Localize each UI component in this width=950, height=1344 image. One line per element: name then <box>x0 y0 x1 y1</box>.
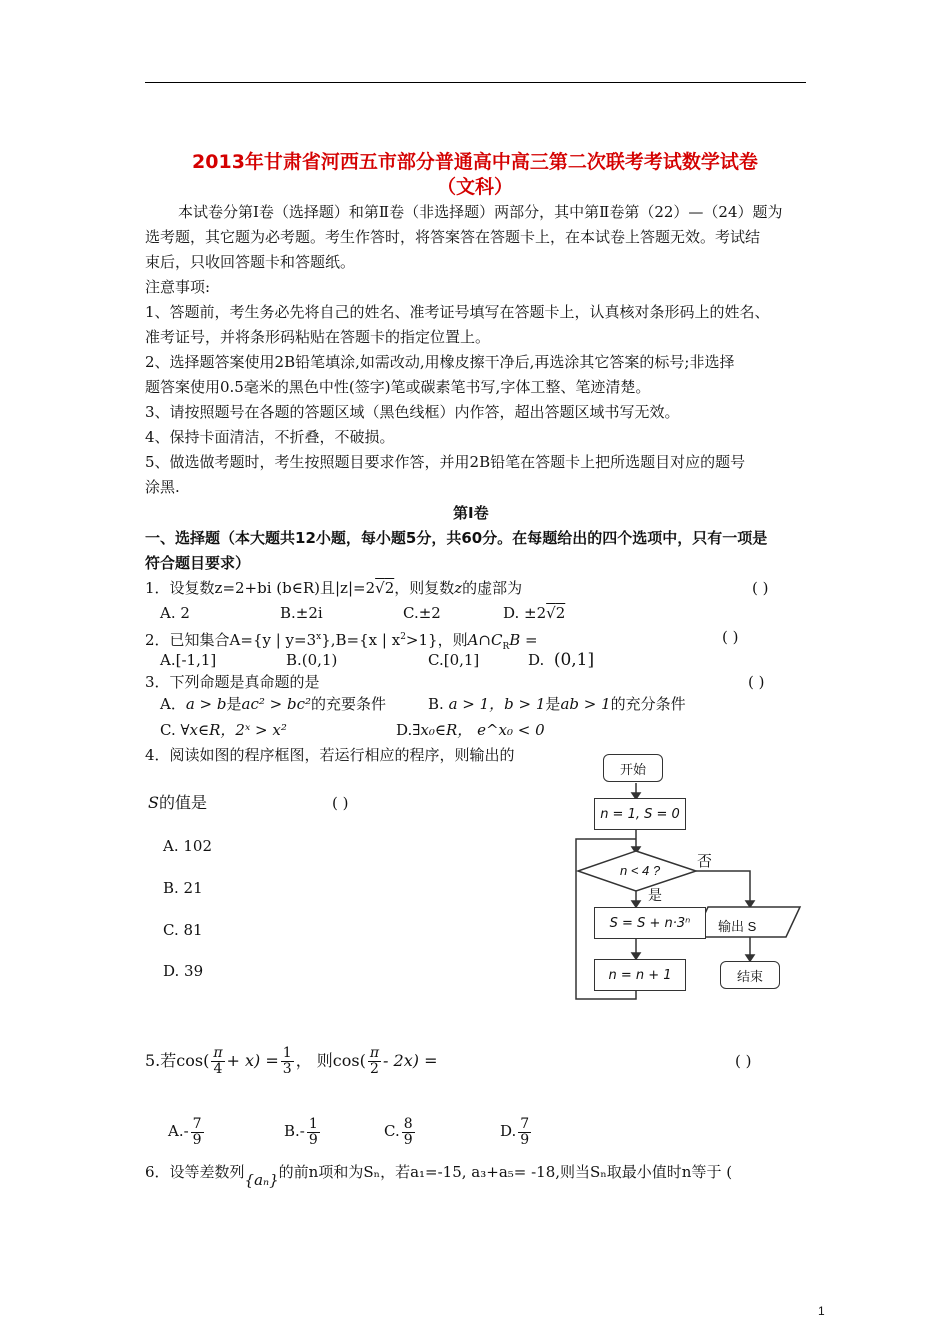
notice-2b: 题答案使用0.5毫米的黑色中性(签字)笔或碳素笔书写,字体工整、笔迹清楚。 <box>145 378 651 396</box>
q2-option-a: A.[-1,1] <box>160 651 217 669</box>
notice-5a: 5、做选做考题时，考生按照题目要求作答，并用2B铅笔在答题卡上把所选题目对应的题号 <box>145 453 746 471</box>
q2-option-d: D. (0,1] <box>528 650 595 670</box>
q5-stem: 5.若cos( $\frac{\pi}{4}$ + x) = $\frac{1}{3}$ ， 则cos( $\frac{\pi}{2}$ - 2x) = <box>145 1045 438 1077</box>
flow-output-label: 输出 S <box>718 919 757 934</box>
q3-option-d: D.∃x₀∈R， e^x₀ < 0 <box>396 721 545 739</box>
q2-option-c: C.[0,1] <box>428 651 480 669</box>
q3-answer-paren: ( ) <box>748 673 765 691</box>
q1-stem: 1．设复数z=2+bi (b∈R)且|z|=2√2，则复数z的虚部为 <box>145 579 523 597</box>
flow-increment-node: n = n + 1 <box>594 959 686 991</box>
q1-option-b: B.±2i <box>280 604 323 622</box>
q2-stem: 2．已知集合A={y | $y=3^x\},B=\{x$ | $x^2>1$}，则$A\cap C_RB$ = <box>145 631 538 652</box>
exam-title: 2013年甘肃省河西五市部分普通高中高三第二次联考考试数学试卷 <box>192 151 758 173</box>
flow-update-sum-node: S = S + n·3ⁿ <box>594 907 706 939</box>
flow-end-node: 结束 <box>720 961 780 989</box>
q1-answer-paren: ( ) <box>752 579 769 597</box>
exam-subtitle: （文科） <box>436 176 513 198</box>
flow-arrow-no-branch <box>696 871 750 905</box>
flow-arrowhead <box>746 901 754 907</box>
notice-3: 3、请按照题号在各题的答题区域（黑色线框）内作答，超出答题区域书写无效。 <box>145 403 680 421</box>
q4-stem-2: S的值是 <box>148 793 207 812</box>
q2-option-b: B.(0,1) <box>286 651 338 669</box>
intro-line-3: 束后，只收回答题卡和答题纸。 <box>145 253 356 271</box>
flow-yes-label: 是 <box>648 888 662 904</box>
notice-2a: 2、选择题答案使用2B铅笔填涂,如需改动,用橡皮擦干净后,再选涂其它答案的标号;非选择 <box>145 353 735 371</box>
section-label: 第Ⅰ卷 <box>453 504 489 522</box>
q5-option-d: D. $\frac{7}{9}$ <box>500 1115 530 1148</box>
section-heading-a: 一、选择题（本大题共12小题，每小题5分，共60分。在每题给出的四个选项中，只有一项是 <box>145 529 768 547</box>
q3-stem: 3．下列命题是真命题的是 <box>145 673 320 691</box>
q1-option-a: A. 2 <box>160 604 190 622</box>
q3-option-b: B. a > 1，b > 1是ab > 1的充分条件 <box>428 695 686 713</box>
notice-1a: 1、答题前，考生务必先将自己的姓名、准考证号填写在答题卡上，认真核对条形码上的姓名、 <box>145 303 770 321</box>
q5-option-a: A.- $\frac{7}{9}$ <box>168 1115 202 1148</box>
notice-heading: 注意事项: <box>145 278 211 296</box>
q3-option-a: A．a > b是ac² > bc²的充要条件 <box>160 695 387 713</box>
notice-1b: 准考证号，并将条形码粘贴在答题卡的指定位置上。 <box>145 328 491 346</box>
q4-option-c: C. 81 <box>163 921 203 939</box>
q4-option-b: B. 21 <box>163 879 203 897</box>
flow-condition-label: n < 4 ? <box>620 863 661 878</box>
intro-line-2: 选考题，其它题为必考题。考生作答时，将答案答在答题卡上，在本试卷上答题无效。考试结 <box>145 228 761 246</box>
q4-stem: 4．阅读如图的程序框图，若运行相应的程序，则输出的 <box>145 746 515 764</box>
q3-option-c: C. ∀x∈R，2ˣ > x² <box>160 721 287 739</box>
q1-option-d: D. ±2√2 <box>503 604 566 622</box>
intro-line-1: 本试卷分第Ⅰ卷（选择题）和第Ⅱ卷（非选择题）两部分，其中第Ⅱ卷第（22）—（24）题为 <box>178 203 783 221</box>
notice-5b: 涂黑. <box>145 478 180 496</box>
flow-init-node: n = 1, S = 0 <box>594 798 686 830</box>
q5-option-b: B.- $\frac{1}{9}$ <box>284 1115 318 1148</box>
q4-answer-paren: ( ) <box>332 794 349 812</box>
q4-option-d: D. 39 <box>163 962 204 980</box>
flow-no-label: 否 <box>697 852 713 870</box>
q1-option-c: C.±2 <box>403 604 441 622</box>
page-number: 1 <box>818 1304 825 1318</box>
q4-option-a: A. 102 <box>163 837 212 855</box>
section-heading-b: 符合题目要求） <box>145 554 251 572</box>
q2-answer-paren: ( ) <box>722 628 739 646</box>
flow-start-node: 开始 <box>603 754 663 782</box>
header-rule <box>145 82 806 83</box>
q6-stem: 6．设等差数列{aₙ}的前n项和为Sₙ，若a₁=-15, a₃+a₅= -18,则当Sₙ取最小值时n等于 ( <box>145 1163 733 1189</box>
notice-4: 4、保持卡面清洁，不折叠，不破损。 <box>145 428 395 446</box>
q5-answer-paren: ( ) <box>735 1052 752 1070</box>
q5-option-c: C. $\frac{8}{9}$ <box>384 1115 413 1148</box>
